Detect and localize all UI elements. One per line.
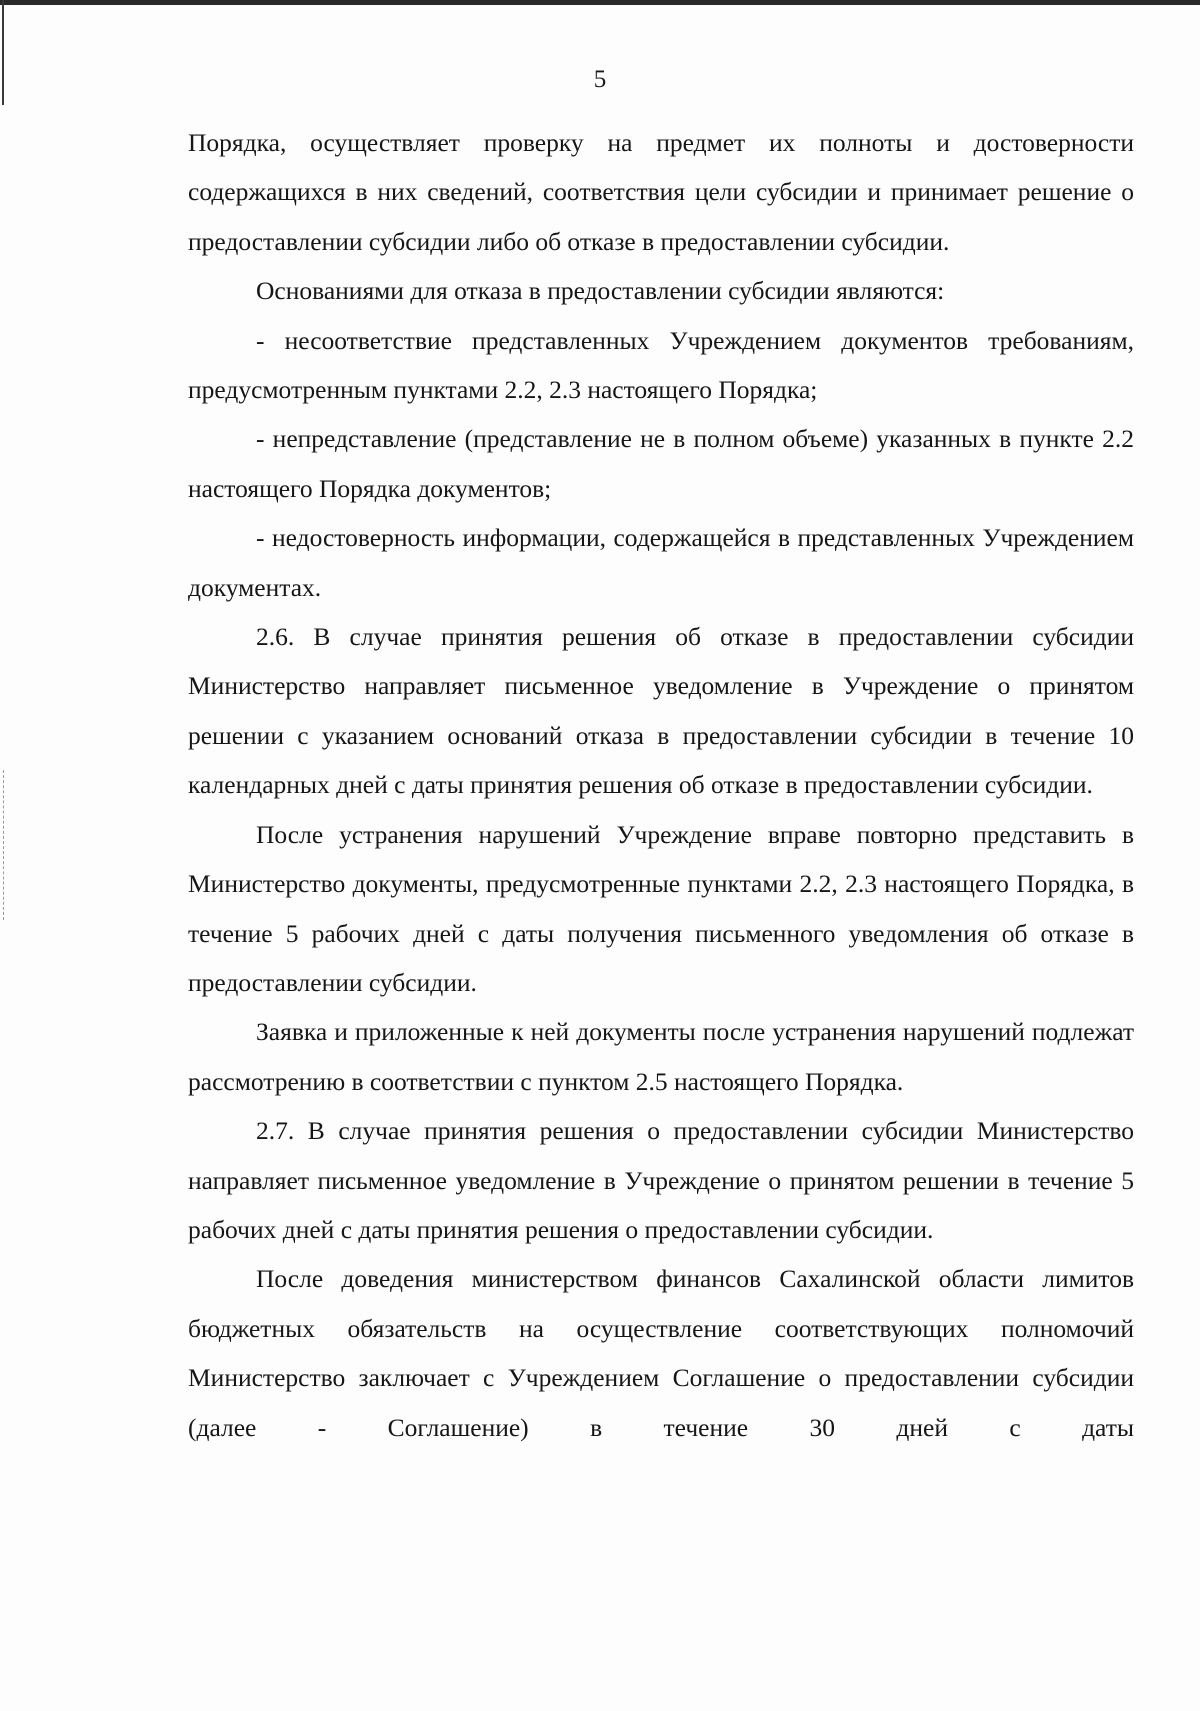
- paragraph-resubmission: После устранения нарушений Учреждение вправе повторно представить в Министерство документы, предусмотренные пунктами 2.2, 2.3 настоящего Порядка, в течение 5 рабочих дней с даты получения письменного уведомления об отказе в предоставлении субсидии.: [188, 819, 1134, 997]
- scan-top-edge: [0, 0, 1200, 5]
- paragraph-refusal-ground-3: - недостоверность информации, содержащейся в представленных Учреждением документах.: [188, 523, 1134, 602]
- paragraph-agreement: После доведения министерством финансов Сахалинской области лимитов бюджетных обязательств на осуществление соответствующих полномочий Министерство заключает с Учреждением Соглашение о предоставлении субсидии (далее - Соглашение) в течение 30 дней с даты: [188, 1264, 1134, 1442]
- paragraph-clause-2-6: 2.6. В случае принятия решения об отказе в предоставлении субсидии Министерство направляет письменное уведомление в Учреждение о принятом решении с указанием оснований отказа в предоставлении субсидии в течение 10 календарных дней с даты принятия решения об отказе в предоставлении субсидии.: [188, 622, 1134, 800]
- paragraph-application-review: Заявка и приложенные к ней документы после устранения нарушений подлежат рассмотрению в соответствии с пунктом 2.5 настоящего Порядка.: [188, 1017, 1134, 1096]
- scan-left-edge-dots: [3, 770, 5, 920]
- page-number: 5: [593, 66, 607, 93]
- paragraph-refusal-grounds-intro: Основаниями для отказа в предоставлении субсидии являются:: [256, 276, 945, 306]
- paragraph-clause-2-7: 2.7. В случае принятия решения о предоставлении субсидии Министерство направляет письменное уведомление в Учреждение о принятом решении в течение 5 рабочих дней с даты принятия решения о предоставлении субсидии.: [188, 1116, 1134, 1244]
- document-body: [188, 118, 1134, 1452]
- paragraph-continuation: Порядка, осуществляет проверку на предмет их полноты и достоверности содержащихся в них сведений, соответствия цели субсидии и принимает решение о предоставлении субсидии либо об отказе в предоставлении субсидии.: [188, 128, 1134, 256]
- paragraph-refusal-ground-1: - несоответствие представленных Учреждением документов требованиям, предусмотренным пунктами 2.2, 2.3 настоящего Порядка;: [188, 325, 1134, 405]
- paragraph-refusal-ground-2: - непредставление (представление не в полном объеме) указанных в пункте 2.2 настоящего Порядка документов;: [188, 424, 1134, 503]
